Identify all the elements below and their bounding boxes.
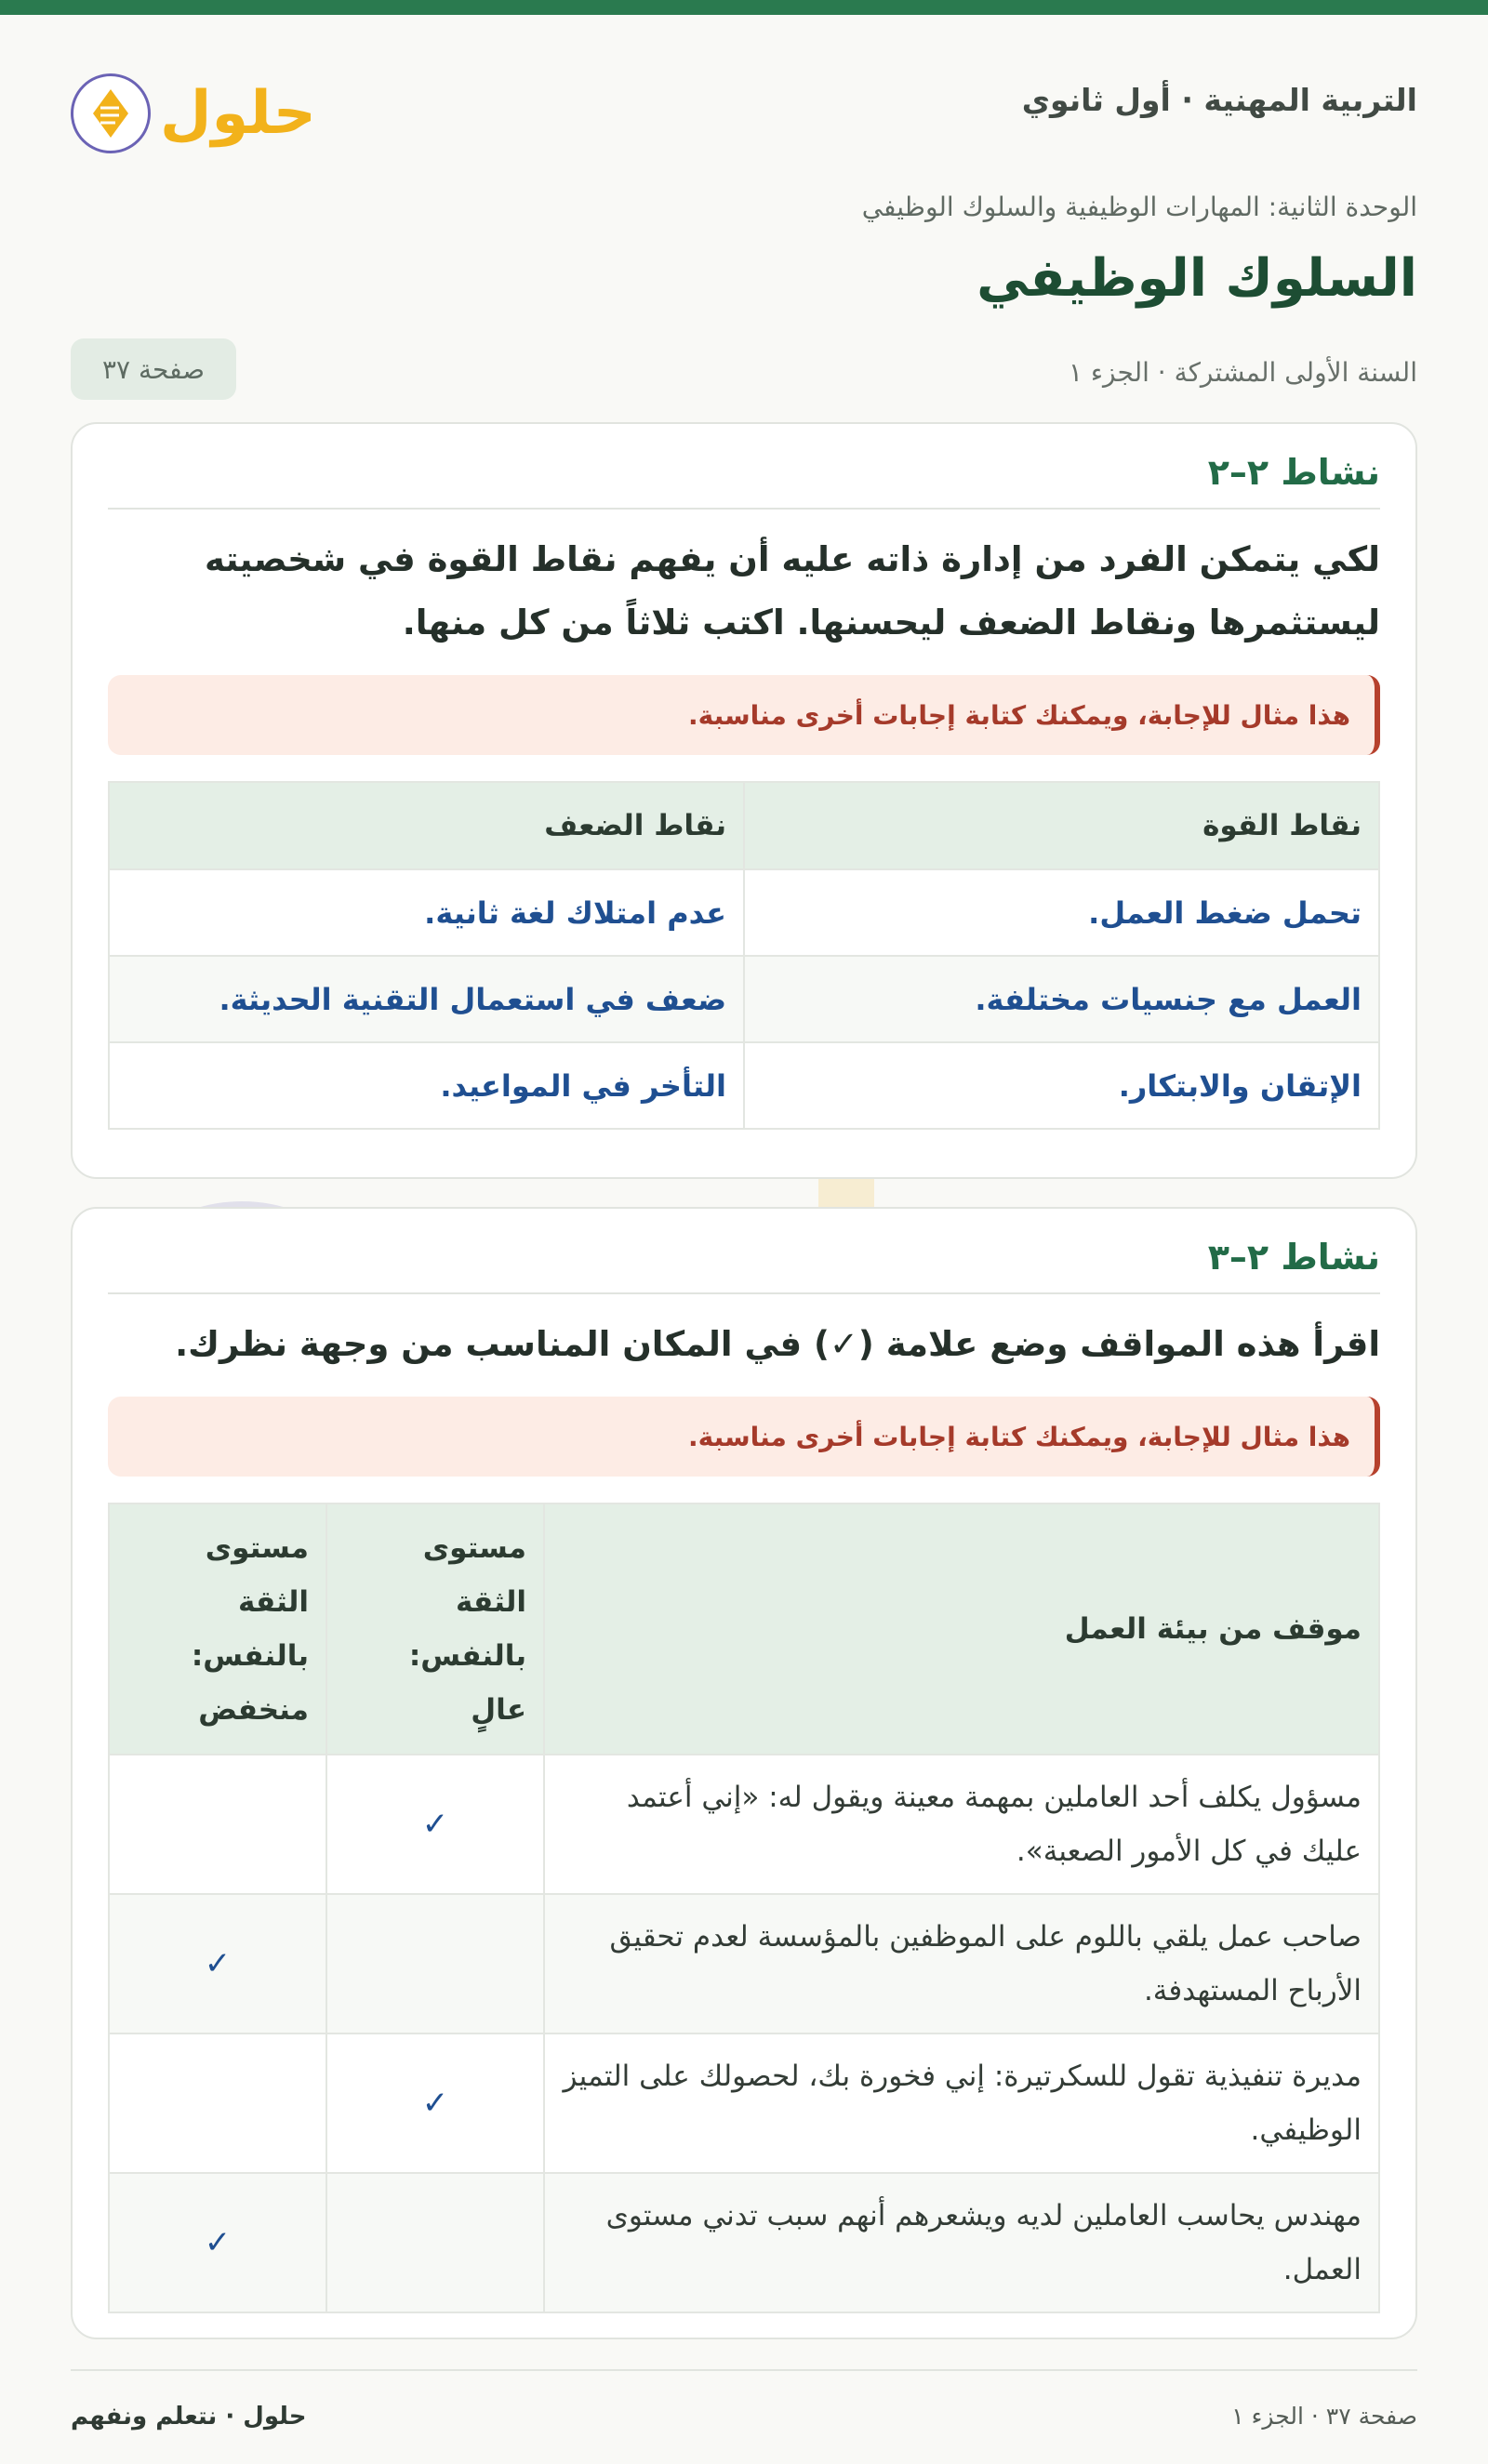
table-row bbox=[109, 1894, 1379, 2033]
column-header-situation: موقف من بيئة العمل bbox=[544, 1504, 1379, 1755]
low-confidence-check bbox=[109, 1755, 326, 1894]
table-row bbox=[109, 1042, 1379, 1129]
page-content bbox=[71, 15, 1417, 2339]
page-header bbox=[71, 15, 1417, 182]
strength-cell: الإتقان والابتكار. bbox=[744, 1042, 1379, 1129]
low-confidence-check: ✓ bbox=[109, 2173, 326, 2312]
strength-cell: تحمل ضغط العمل. bbox=[744, 869, 1379, 956]
footer-brand[interactable]: حلول · نتعلم ونفهم bbox=[71, 2403, 307, 2431]
situation-cell: صاحب عمل يلقي باللوم على الموظفين بالمؤسسة لعدم تحقيق الأرباح المستهدفة. bbox=[544, 1894, 1379, 2033]
low-confidence-check: ✓ bbox=[109, 1894, 326, 2033]
column-header-high-confidence: مستوى الثقة بالنفس: عالٍ bbox=[326, 1504, 544, 1755]
table-row bbox=[109, 1755, 1379, 1894]
book-icon bbox=[71, 73, 151, 153]
column-header-low-confidence: مستوى الثقة بالنفس: منخفض bbox=[109, 1504, 326, 1755]
activity-question: اقرأ هذه المواقف وضع علامة (✓) في المكان المناسب من وجهة نظرك. bbox=[175, 1324, 1380, 1364]
answer-note: هذا مثال للإجابة، ويمكنك كتابة إجابات أخرى مناسبة. bbox=[108, 675, 1380, 755]
strengths-weaknesses-table bbox=[108, 781, 1380, 1130]
column-header-strengths: نقاط القوة bbox=[744, 782, 1379, 869]
weakness-cell: ضعف في استعمال التقنية الحديثة. bbox=[109, 956, 744, 1042]
page-number-badge: صفحة ٣٧ bbox=[71, 338, 236, 400]
table-header-row bbox=[109, 782, 1379, 869]
logo-wordmark: حلول bbox=[160, 79, 316, 148]
confidence-table bbox=[108, 1503, 1380, 2313]
table-row bbox=[109, 2033, 1379, 2173]
situation-cell: مهندس يحاسب العاملين لديه ويشعرهم أنهم سبب تدني مستوى العمل. bbox=[544, 2173, 1379, 2312]
activity-card-strengths bbox=[71, 422, 1417, 1179]
low-confidence-check bbox=[109, 2033, 326, 2173]
column-header-weaknesses: نقاط الضعف bbox=[109, 782, 744, 869]
high-confidence-check bbox=[326, 2173, 544, 2312]
answer-note: هذا مثال للإجابة، ويمكنك كتابة إجابات أخرى مناسبة. bbox=[108, 1397, 1380, 1477]
high-confidence-check: ✓ bbox=[326, 2033, 544, 2173]
unit-label: الوحدة الثانية: المهارات الوظيفية والسلوك الوظيفي bbox=[861, 192, 1417, 222]
meta-row bbox=[71, 338, 1417, 404]
site-logo[interactable] bbox=[71, 67, 322, 160]
activity-question: لكي يتمكن الفرد من إدارة ذاته عليه أن يفهم نقاط القوة في شخصيته ليستثمرها ونقاط الضعف ليحسنها. اكتب ثلاثاً من كل منها. bbox=[205, 539, 1380, 642]
high-confidence-check: ✓ bbox=[326, 1755, 544, 1894]
situation-cell: مديرة تنفيذية تقول للسكرتيرة: إني فخورة بك، لحصولك على التميز الوظيفي. bbox=[544, 2033, 1379, 2173]
page-title: السلوك الوظيفي bbox=[976, 248, 1417, 309]
strength-cell: العمل مع جنسيات مختلفة. bbox=[744, 956, 1379, 1042]
weakness-cell: التأخر في المواعيد. bbox=[109, 1042, 744, 1129]
table-row bbox=[109, 2173, 1379, 2312]
page-footer bbox=[71, 2369, 1417, 2444]
book-meta: السنة الأولى المشتركة · الجزء ١ bbox=[1068, 357, 1417, 388]
footer-page-info: صفحة ٣٧ · الجزء ١ bbox=[1231, 2403, 1417, 2430]
activity-title: نشاط ٢–٣ bbox=[108, 1237, 1380, 1294]
subject-label: التربية المهنية · أول ثانوي bbox=[1021, 82, 1417, 118]
high-confidence-check bbox=[326, 1894, 544, 2033]
activity-card-confidence bbox=[71, 1207, 1417, 2339]
activity-title: نشاط ٢–٢ bbox=[108, 452, 1380, 510]
table-row bbox=[109, 869, 1379, 956]
table-header-row bbox=[109, 1504, 1379, 1755]
situation-cell: مسؤول يكلف أحد العاملين بمهمة معينة ويقول له: «إني أعتمد عليك في كل الأمور الصعبة». bbox=[544, 1755, 1379, 1894]
table-row bbox=[109, 956, 1379, 1042]
top-accent-bar bbox=[0, 0, 1488, 15]
weakness-cell: عدم امتلاك لغة ثانية. bbox=[109, 869, 744, 956]
